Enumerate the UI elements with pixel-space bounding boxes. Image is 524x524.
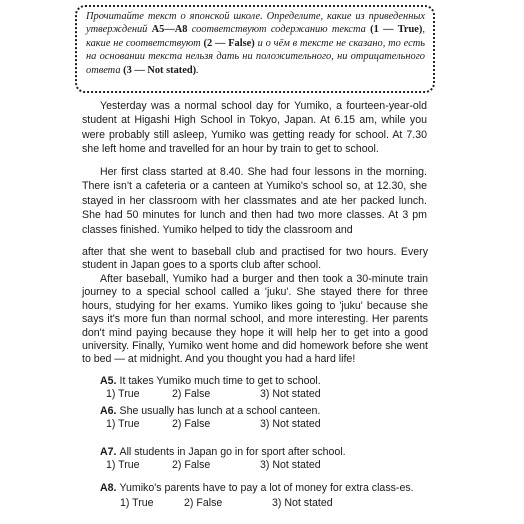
option-false: 2) False: [172, 418, 211, 430]
question-number: A8.: [100, 482, 117, 494]
question-stem: [100, 405, 435, 418]
answer-options: [100, 388, 435, 401]
question-a7: [100, 446, 435, 472]
question-number: A5.: [100, 375, 117, 387]
option-not-stated: 3) Not stated: [260, 388, 321, 400]
option-false: 2) False: [172, 459, 211, 471]
option-not-stated: 3) Not stated: [260, 459, 321, 471]
passage-paragraph-1: Yesterday was a normal school day for Yumiko, a fourteen-year-old student at Higashi High School in Tokyo, Japan. At 6.15 am, while you were probably still asleep, Yumiko was getting ready for school. At 7.30 she left home and travelled for an hour by train to get to school.: [82, 100, 427, 156]
question-stem: [82, 482, 434, 495]
option-true: 1) True: [106, 459, 140, 471]
instructions-text: [86, 10, 425, 77]
question-text: Yumiko's parents have to pay a lot of money for extra class-es.: [119, 482, 414, 494]
instr-part: Прочитайте текст о японской школе. Определите, какие из приведенных утверждений: [86, 11, 425, 36]
option-true: 1) True: [106, 418, 140, 430]
instr-part: , какие не соответствуют: [86, 24, 425, 49]
question-stem: [100, 446, 435, 459]
option-false: 2) False: [172, 388, 211, 400]
passage-paragraph-3: after that she went to baseball club and practised for two hours. Every student in Japan goes to a sports club after school.: [82, 246, 428, 272]
question-a6: [100, 405, 435, 431]
option-true: 1) True: [106, 388, 140, 400]
instr-part: соответствуют содержанию текста: [187, 24, 371, 36]
question-text: All students in Japan go in for sport after school.: [119, 446, 346, 458]
option-false: 2) False: [184, 497, 223, 509]
answer-options: [100, 418, 435, 431]
question-text: It takes Yumiko much time to get to school.: [119, 375, 321, 387]
instr-part: .: [196, 64, 199, 76]
question-number: A7.: [100, 446, 117, 458]
option-true: 1) True: [120, 497, 154, 509]
instr-part: и о чём в тексте не сказано, то есть на основании текста нельзя дать ни положительного, ни отрицательного ответа: [86, 37, 425, 76]
instr-true: (1 — True): [370, 24, 423, 36]
option-not-stated: 3) Not stated: [260, 418, 321, 430]
instructions-box: [75, 5, 435, 93]
instr-not-stated: (3 — Not stated): [123, 64, 197, 76]
passage-paragraph-2: Her first class started at 8.40. She had four lessons in the morning. There isn't a cafeteria or a canteen at Yumiko's school so, at 12.30, she stayed in her classroom with her classmates and ate her packed lunch. She had 50 minutes for lunch and then had two more classes. At 3 pm classes finished. Yumiko helped to tidy the classroom and: [82, 166, 427, 236]
answer-options: [100, 459, 435, 472]
passage-paragraph-4: After baseball, Yumiko had a burger and then took a 30-minute train journey to a special school called a 'juku'. She stayed there for three hours, studying for her exams. Yumiko likes going to 'juku' because she says it's more fun than normal school, and more interesting. Her parents don't mind paying because they hope it will help her to get into a good university. Finally, Yumiko went home and did homework before she went to bed — at midnight. And you thought you had a hard life!: [82, 273, 428, 366]
question-stem: [100, 375, 435, 388]
question-number: A6.: [100, 405, 117, 417]
question-a8: [82, 482, 434, 510]
question-text: She usually has lunch at a school canteen.: [119, 405, 321, 417]
instr-false: (2 — False): [203, 37, 255, 49]
question-a5: [100, 375, 435, 401]
instr-range: A5—A8: [151, 24, 188, 36]
option-not-stated: 3) Not stated: [272, 497, 333, 509]
answer-options: [82, 497, 434, 510]
